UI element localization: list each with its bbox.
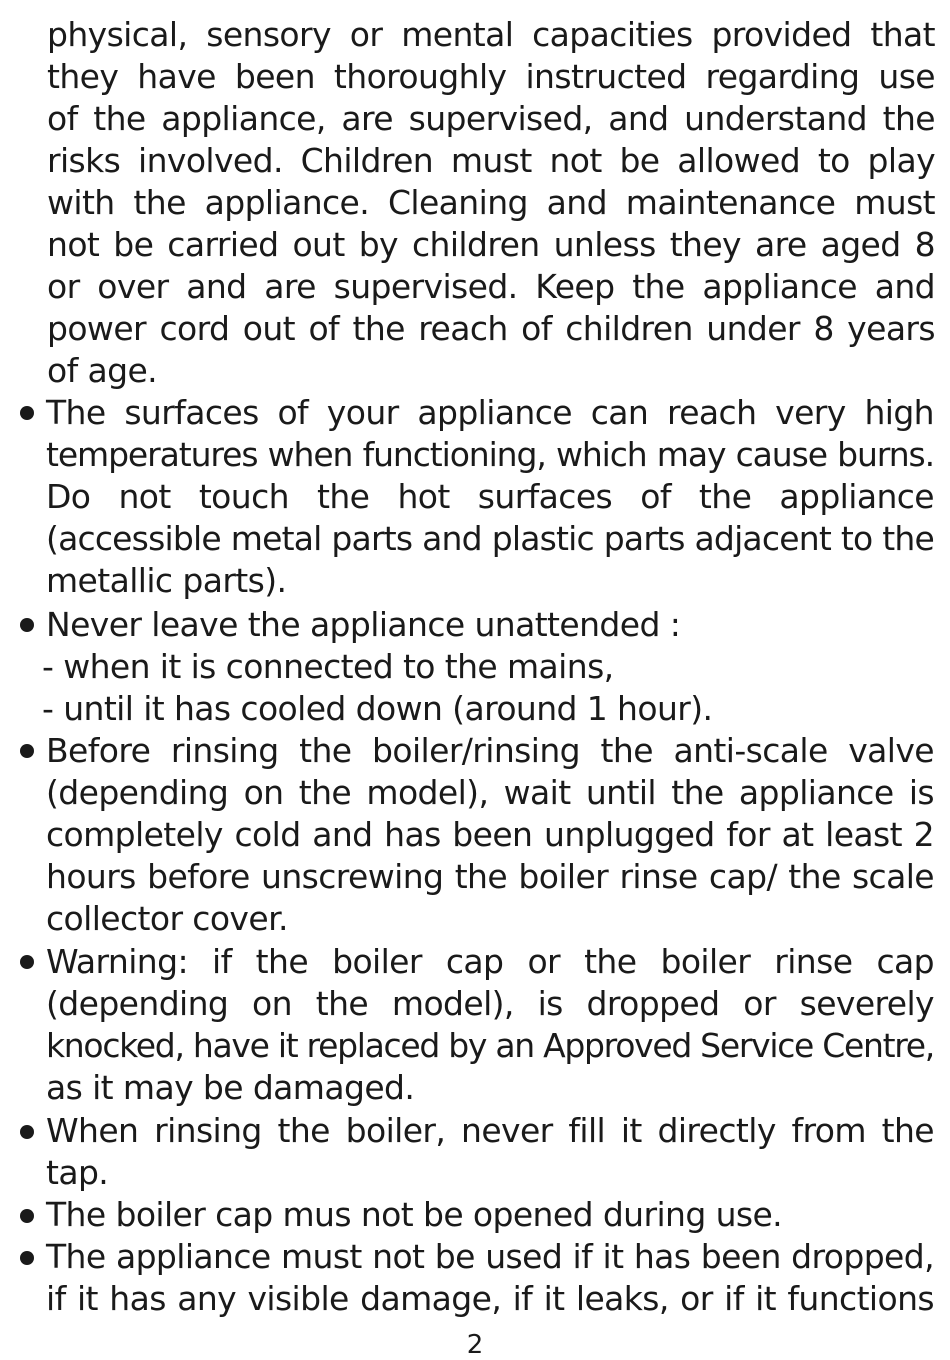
text-line: (depending on the model), is dropped or severely	[46, 984, 934, 1023]
text-line: The surfaces of your appliance can reach very high	[46, 393, 934, 432]
text-line: The boiler cap mus not be opened during use.	[46, 1195, 783, 1234]
text-line: they have been thoroughly instructed regarding use	[47, 57, 935, 96]
bullet-icon	[20, 955, 34, 969]
text-line: temperatures when functioning, which may cause burns.	[46, 435, 934, 474]
text-line: Before rinsing the boiler/rinsing the anti-scale valve	[46, 731, 934, 770]
text-line: Warning: if the boiler cap or the boiler rinse cap	[46, 942, 934, 981]
bullet-icon	[20, 406, 34, 420]
text-line: - when it is connected to the mains,	[42, 647, 614, 686]
text-line: Never leave the appliance unattended :	[46, 605, 681, 644]
text-line: risks involved. Children must not be allowed to play	[47, 141, 935, 180]
text-line: - until it has cooled down (around 1 hour).	[42, 689, 713, 728]
bullet-icon	[20, 1251, 34, 1265]
text-line: tap.	[46, 1153, 109, 1192]
text-line: with the appliance. Cleaning and maintenance must	[47, 183, 935, 222]
text-line: or over and are supervised. Keep the appliance and	[47, 267, 935, 306]
text-line: When rinsing the boiler, never fill it directly from the	[46, 1111, 934, 1150]
page-number: 2	[466, 1330, 484, 1360]
text-line: metallic parts).	[46, 561, 287, 600]
text-line: physical, sensory or mental capacities provided that	[47, 15, 935, 54]
text-line: The appliance must not be used if it has been dropped,	[46, 1237, 934, 1276]
text-line: (depending on the model), wait until the appliance is	[46, 773, 934, 812]
text-line: collector cover.	[46, 899, 288, 938]
bullet-icon	[20, 744, 34, 758]
bullet-icon	[20, 1209, 34, 1223]
text-line: of age.	[47, 351, 158, 390]
text-line: knocked, have it replaced by an Approved Service Centre,	[46, 1026, 934, 1065]
text-line: (accessible metal parts and plastic parts adjacent to the	[46, 519, 934, 558]
text-line: power cord out of the reach of children under 8 years	[47, 309, 935, 348]
text-line: Do not touch the hot surfaces of the appliance	[46, 477, 934, 516]
bullet-icon	[20, 1125, 34, 1139]
text-line: not be carried out by children unless they are aged 8	[47, 225, 935, 264]
bullet-icon	[20, 618, 34, 632]
text-line: completely cold and has been unplugged for at least 2	[46, 815, 934, 854]
text-line: hours before unscrewing the boiler rinse cap/ the scale	[46, 857, 934, 896]
text-line: of the appliance, are supervised, and understand the	[47, 99, 935, 138]
text-line: if it has any visible damage, if it leaks, or if it functions	[46, 1279, 934, 1318]
text-line: as it may be damaged.	[46, 1068, 415, 1107]
